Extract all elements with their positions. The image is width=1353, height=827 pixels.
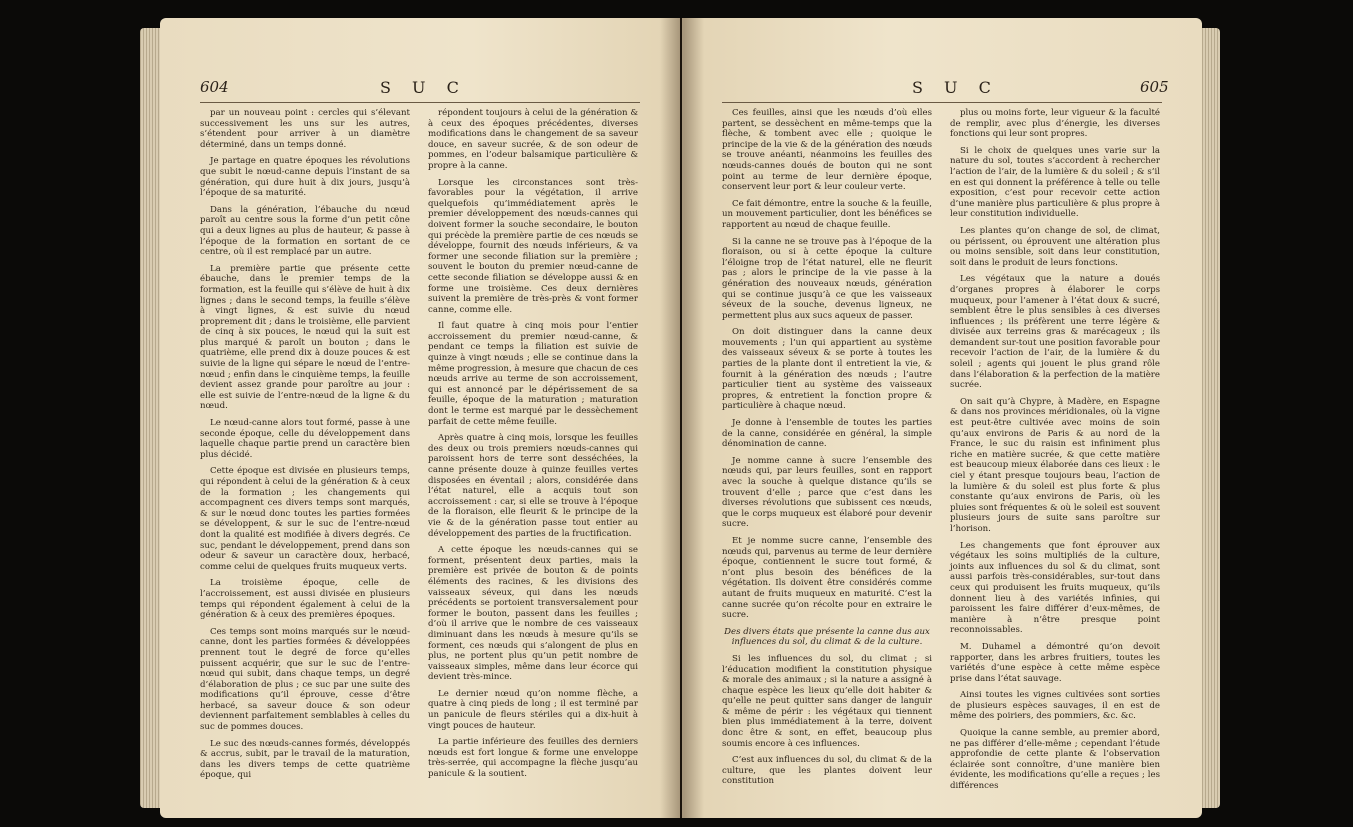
paragraph: La partie inférieure des feuilles des derniers nœuds est fort longue & forme une enveloppe très-serrée, qui accompagne la flèche jusqu’au panicule & la soutient.	[428, 737, 638, 780]
paragraph: Le suc des nœuds-cannes formés, développés & accrus, subit, par le travail de la maturation, dans les divers temps de cette quatrième époque, qui	[200, 738, 410, 781]
book-gutter	[660, 18, 704, 818]
paragraph: Ces feuilles, ainsi que les nœuds d’où elles partent, se dessèchent en même-temps que la flèche, & tombent avec elle ; quoique le principe de la vie & de la génération des nœuds se trouve anéanti, néanmoins les feuilles des nœuds-cannes doués de bouton qui ne sont point au terme de leur dernière époque, conservent leur port & leur couleur verte.	[722, 108, 932, 193]
paragraph: Dans la génération, l’ébauche du nœud paroît au centre sous la forme d’un petit cône qui a deux lignes au plus de hauteur, & passe à l’époque de la formation en sortant de ce centre, où il est remplacé par un autre.	[200, 204, 410, 258]
paragraph: Quoique la canne semble, au premier abord, ne pas différer d’elle-même ; cependant l’étude approfondie de cette plante & l’observation éclairée sont connoître, d’une manière bien évidente, les modifications qu’elle a reçues ; les différences	[950, 728, 1160, 792]
page-number: 605	[1140, 78, 1169, 96]
paragraph: M. Duhamel a démontré qu’on devoit rapporter, dans les arbres fruitiers, toutes les variétés d’une espèce à cette même espèce prise dans l’état sauvage.	[950, 641, 1160, 684]
paragraph: Les plantes qu’on change de sol, de climat, ou périssent, ou éprouvent une altération plus ou moins sensible, soit dans leur constitution, soit dans le produit de leurs fonctions.	[950, 225, 1160, 268]
paragraph: La troisième époque, celle de l’accroissement, est aussi divisée en plusieurs temps qui répondent également à celui de la génération & à ceux des premières époques.	[200, 578, 410, 621]
right-page	[682, 18, 1202, 818]
paragraph: Les changements que font éprouver aux végétaux les soins multipliés de la culture, joints aux influences du sol & du climat, sont aussi parfois très-considérables, sur-tout dans ceux qui produisent les fruits muqueux, qu’ils donnent lieu à des variétés infinies, qui paroissent les faire différer d’eux-mêmes, de manière à n’être presque point reconnoissables.	[950, 540, 1160, 636]
header-rule	[722, 102, 1162, 103]
text-column-1	[200, 108, 410, 787]
paragraph: Et je nomme sucre canne, l’ensemble des nœuds qui, parvenus au terme de leur dernière époque, contiennent le sucre tout formé, & n’ont plus besoin des bénéfices de la végétation. Ils doivent être considérés comme autant de fruits muqueux en maturité. C’est la canne sucrée qu’on récolte pour en extraire le sucre.	[722, 535, 932, 621]
header-rule	[200, 102, 640, 103]
paragraph: La première partie que présente cette ébauche, dans le premier temps de la formation, est la feuille qui s’élève de huit à dix lignes ; dans le second temps, la feuille s’élève à vingt lignes, & est suivie du nœud proprement dit ; dans le troisième, elle parvient de cinq à six pouces, le nœud qui la suit est plus marqué & paroît un bouton ; dans le quatrième, elle prend dix à douze pouces & est suivie de la ligne qui sépare le nœud de l’entre-nœud ; enfin dans le cinquième temps, la feuille devient assez grande pour paroître au jour : elle est suivie de l’entre-nœud de la ligne & du nœud.	[200, 263, 410, 412]
paragraph: Si le choix de quelques unes varie sur la nature du sol, toutes s’accordent à rechercher l’action de l’air, de la lumière & du soleil ; & s’il en est qui donnent la préférence à telle ou telle exposition, c’est pour recevoir cette action d’une manière plus particulière & plus propre à leur constitution individuelle.	[950, 145, 1160, 220]
paragraph: Le dernier nœud qu’on nomme flèche, a quatre à cinq pieds de long ; il est terminé par un panicule de fleurs stériles qui a dix-huit à vingt pouces de hauteur.	[428, 688, 638, 731]
paragraph: Cette époque est divisée en plusieurs temps, qui répondent à celui de la génération & à ceux de la formation ; les changements qui accompagnent ces divers temps sont marqués, & sur le nœud donc toutes les parties formées se développent, & sur le suc de l’entre-nœud dont la qualité est modifiée à divers degrés. Ce suc, pendant le développement, prend dans son odeur & saveur un caractère doux, herbacé, comme celui de quelques fruits muqueux verts.	[200, 466, 410, 572]
paragraph: Ainsi toutes les vignes cultivées sont sorties de plusieurs espèces sauvages, il en est de même des poiriers, des pommiers, &c. &c.	[950, 690, 1160, 722]
text-column-1	[722, 108, 932, 793]
paragraph: On sait qu’à Chypre, à Madère, en Espagne & dans nos provinces méridionales, où la vigne est peut-être cultivée avec moins de soin qu’aux environs de Paris & au nord de la France, le suc du raisin est infiniment plus riche en matière sucrée, & que cette matière est beaucoup mieux élaborée dans ces lieux : le ciel y étant presque toujours beau, l’action de la lumière & du soleil est plus forte & plus constante qu’aux environs de Paris, où les pluies sont fréquentes & où le soleil est souvent plusieurs jours de suite sans paroître sur l’horison.	[950, 396, 1160, 534]
paragraph: Après quatre à cinq mois, lorsque les feuilles des deux ou trois premiers nœuds-cannes qui paroissent hors de terre sont desséchées, la canne présente douze à quinze feuilles vertes disposées en éventail ; alors, considérée dans l’état naturel, elle a acquis tout son accroissement : car, si elle se trouve à l’époque de la floraison, elle fleurit & le principe de la vie & de la génération passe tout entier au développement des parties de la fructification.	[428, 433, 638, 539]
paragraph: par un nouveau point : cercles qui s’élevant successivement les uns sur les autres, s’étendent pour arriver à un diamètre déterminé, dans un temps donné.	[200, 108, 410, 150]
paragraph: Si les influences du sol, du climat ; si l’éducation modifient la constitution physique & morale des animaux ; si la nature a assigné à chaque espèce les lieux qu’elle doit habiter & qu’elle ne peut quitter sans danger de languir & même de périr : les végétaux qui tiennent bien plus immédiatement à la terre, doivent donc être & sont, en effet, beaucoup plus soumis encore à ces influences.	[722, 653, 932, 749]
paragraph: Ces temps sont moins marqués sur le nœud-canne, dont les parties formées & développées prennent tout le degré de force qu’elles puissent acquérir, que sur le suc de l’entre-nœud qui subit, dans chaque temps, un degré d’élaboration de plus ; ce suc par une suite des modifications qu’il éprouve, cesse d’être herbacé, sa saveur douce & son odeur deviennent parfaitement semblables à celles du suc de pommes douces.	[200, 626, 410, 733]
paragraph: répondent toujours à celui de la génération & à ceux des époques précédentes, diverses modifications dans le changement de sa saveur douce, en saveur sucrée, & de son odeur de pommes, en l’odeur balsamique particulière & propre à la canne.	[428, 108, 638, 171]
paragraph: Ce fait démontre, entre la souche & la feuille, un mouvement particulier, dont les bénéfices se rapportent au nœud de chaque feuille.	[722, 198, 932, 230]
paragraph: C’est aux influences du sol, du climat & de la culture, que les plantes doivent leur constitution	[722, 755, 932, 787]
text-column-2	[428, 108, 638, 786]
paragraph: Le nœud-canne alors tout formé, passe à une seconde époque, celle du développement dans laquelle chaque partie prend un caractère bien plus décidé.	[200, 418, 410, 460]
page-edges-left	[140, 28, 162, 808]
paragraph: Je donne à l’ensemble de toutes les parties de la canne, considérée en général, la simple dénomination de canne.	[722, 418, 932, 450]
paragraph: Il faut quatre à cinq mois pour l’entier accroissement du premier nœud-canne, & pendant ce temps la filiation est suivie de quinze à vingt nœuds ; elle se continue dans la même progression, à mesure que chacun de ces nœuds arrive au terme de son accroissement, qui est annoncé par le dépérissement de sa feuille, époque de la maturation ; maturation dont le terme est marqué par le dessèchement parfait de cette même feuille.	[428, 321, 638, 427]
running-header: S U C	[912, 78, 999, 97]
page-edges-right	[1200, 28, 1220, 808]
paragraph: Des divers états que présente la canne dus aux influences du sol, du climat & de la culture.	[724, 626, 930, 648]
paragraph: Je partage en quatre époques les révolutions que subit le nœud-canne depuis l’instant de sa génération, qui dure huit à dix jours, jusqu’à l’époque de sa maturité.	[200, 156, 410, 199]
paragraph: On doit distinguer dans la canne deux mouvements ; l’un qui appartient au système des vaisseaux séveux & se porte à toutes les parties de la plante dont il entretient la vie, & fournit à la génération des nœuds ; l’autre particulier tient au système des vaisseaux propres, & entretient la fonction propre & particulière à chaque nœud.	[722, 327, 932, 412]
page-number: 604	[200, 78, 229, 96]
text-column-2	[950, 108, 1160, 798]
book-spread	[140, 18, 1208, 818]
paragraph: A cette époque les nœuds-cannes qui se forment, présentent deux parties, mais la première est privée de bouton & de points éléments des racines, & les divisions des vaisseaux séveux, qui dans les nœuds précédents se portoient transversalement pour former le bouton, passent dans les feuilles ; d’où il arrive que le nombre de ces vaisseaux diminuant dans les nœuds à mesure qu’ils se forment, ces nœuds qui s’alongent de plus en plus, ne portent plus qu’un petit nombre de vaisseaux simples, même dans leur écorce qui devient très-mince.	[428, 545, 638, 683]
paragraph: Je nomme canne à sucre l’ensemble des nœuds qui, par leurs feuilles, sont en rapport avec la souche à quelque distance qu’ils se trouvent d’elle ; parce que c’est dans les diverses révolutions que subissent ces nœuds, que le corps muqueux est élaboré pour devenir sucre.	[722, 455, 932, 530]
running-header: S U C	[380, 78, 467, 97]
left-page	[160, 18, 680, 818]
paragraph: Les végétaux que la nature a doués d’organes propres à élaborer le corps muqueux, pour l’amener à l’état doux & sucré, semblent être le plus sensibles à ces diverses influences ; ils préfèrent une terre légère & divisée aux terreins gras & marécageux ; ils demandent sur-tout une position favorable pour recevoir l’action de l’air, de la lumière & du soleil ; agents qui jouent le plus grand rôle dans l’élaboration & la perfection de la matière sucrée.	[950, 274, 1160, 391]
paragraph: plus ou moins forte, leur vigueur & la faculté de remplir, avec plus d’énergie, les diverses fonctions qui leur sont propres.	[950, 108, 1160, 140]
paragraph: Si la canne ne se trouve pas à l’époque de la floraison, ou si à cette époque la culture l’éloigne trop de l’état naturel, elle ne fleurit pas ; alors le principe de la vie passe à la génération des nouveaux nœuds, génération qui se continue jusqu’à ce que les vaisseaux séveux de la souche, devenus ligneux, ne permettent plus aux sucs aqueux de passer.	[722, 236, 932, 321]
paragraph: Lorsque les circonstances sont très-favorables pour la végétation, il arrive quelquefois qu’immédiatement après le premier développement des nœuds-cannes qui doivent former la souche secondaire, le bouton qui précède la première partie de ces nœuds se développe, fournit des nœuds inférieurs, & va former une seconde filiation sur la première ; souvent le bouton du premier nœud-canne de cette seconde filiation se développe aussi & en forme une troisième. Ces deux dernières suivent la première de très-près & vont former canne, comme elle.	[428, 177, 638, 315]
